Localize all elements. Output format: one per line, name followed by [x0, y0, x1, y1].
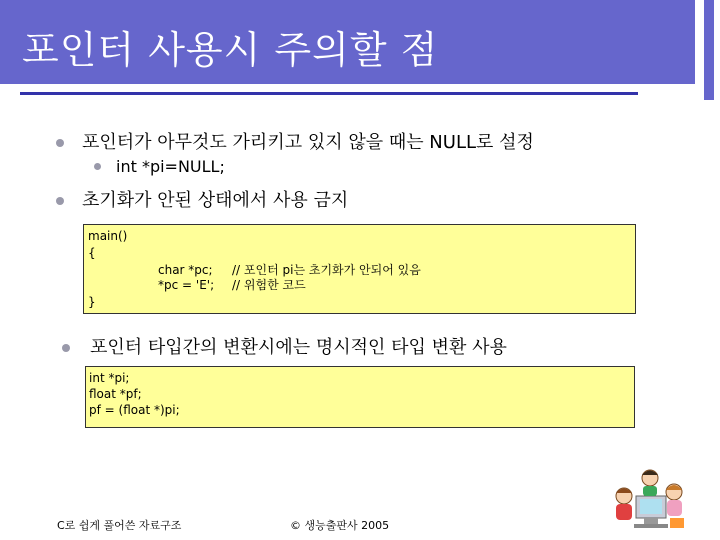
title-underline	[20, 92, 638, 95]
bullet-no-uninit-use: 초기화가 안된 상태에서 사용 금지	[82, 190, 349, 211]
bullet-sub-code: int *pi=NULL;	[116, 157, 225, 176]
code-line: float *pf;	[89, 387, 142, 401]
title-bar	[0, 0, 695, 84]
code-line: }	[88, 295, 96, 309]
slide-title: 포인터 사용시 주의할 점	[22, 28, 439, 72]
code-line: int *pi;	[89, 371, 130, 385]
bullet-null-setting: 포인터가 아무것도 가리키고 있지 않을 때는 NULL로 설정	[82, 132, 534, 153]
code-line: pf = (float *)pi;	[89, 403, 180, 417]
footer-book-title: C로 쉽게 풀어쓴 자료구조	[57, 519, 182, 532]
bullet-dot-3	[62, 344, 70, 352]
code-line: main()	[88, 229, 128, 243]
bullet-explicit-cast: 포인터 타입간의 변환시에는 명시적인 타입 변환 사용	[90, 337, 507, 358]
code-box-cast	[85, 366, 635, 428]
bullet-dot-sub	[94, 163, 101, 170]
code-line: {	[88, 246, 96, 260]
footer-copyright: © 생능출판사 2005	[290, 519, 390, 532]
code-comment: // 위험한 코드	[232, 278, 306, 292]
title-side-strip	[704, 0, 714, 100]
code-line: *pc = 'E';	[158, 278, 215, 292]
children-at-computer-icon	[610, 466, 688, 534]
bullet-dot-1	[56, 139, 64, 147]
code-box-uninit	[83, 224, 636, 314]
bullet-dot-2	[56, 197, 64, 205]
code-comment: // 포인터 pi는 초기화가 안되어 있음	[232, 263, 421, 277]
code-line: char *pc;	[158, 263, 213, 277]
